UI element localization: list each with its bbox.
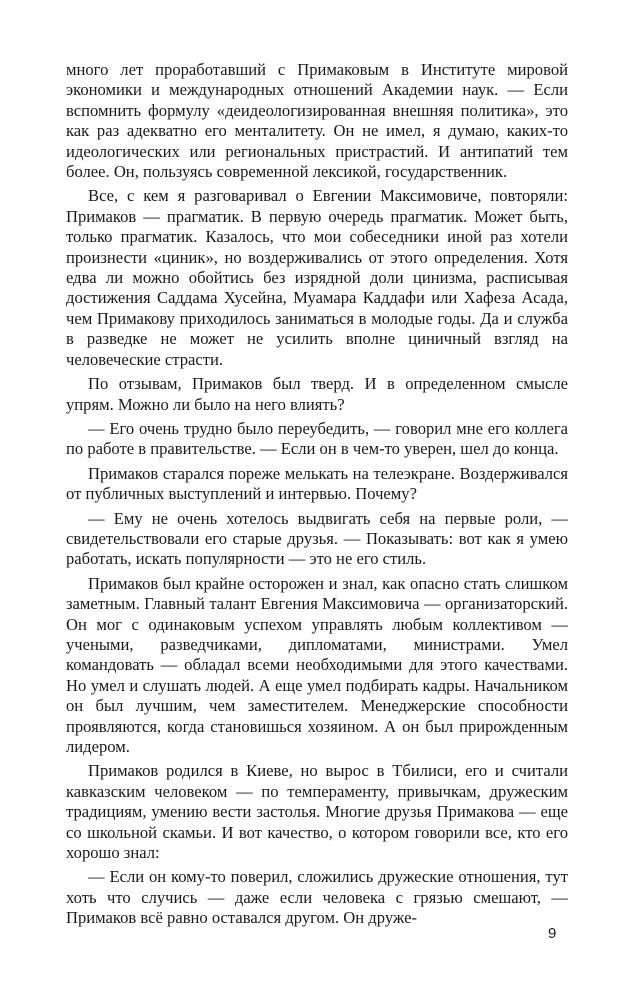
paragraph-3: По отзывам, Примаков был тверд. И в определенном смысле упрям. Можно ли было на него влиять? (66, 374, 568, 414)
page-body (66, 60, 568, 933)
paragraph-6: — Ему не очень хотелось выдвигать себя на первые роли, — свидетельствовали его старые друзья. — Показывать: вот как я умею работать, искать популярности — это не его стиль. (66, 508, 568, 569)
paragraph-9: — Если он кому-то поверил, сложились дружеские отношения, тут хоть что случись — даже если человека с грязью смешают, — Примаков всё равно оставался другом. Он друже- (66, 867, 568, 928)
paragraph-8: Примаков родился в Киеве, но вырос в Тбилиси, его и считали кавказским человеком — по темпераменту, привычкам, дружеским традициям, умению вести застолья. Многие друзья Примакова — еще со школьной скамьи. И вот качество, о котором говорили все, кто его хорошо знал: (66, 761, 568, 863)
paragraph-2: Все, с кем я разговаривал о Евгении Максимовиче, повторяли: Примаков — прагматик. В первую очередь прагматик. Может быть, только прагматик. Казалось, что мои собеседники иной раз хотели произнести «циник», но воздерживались от этого определения. Хотя едва ли можно обойтись без изрядной доли цинизма, расписывая достижения Саддама Хусейна, Муамара Каддафи или Хафеза Асада, чем Примакову приходилось заниматься в молодые годы. Да и служба в разведке не может не усилить вполне циничный взгляд на человеческие страсти. (66, 186, 568, 369)
paragraph-7: Примаков был крайне осторожен и знал, как опасно стать слишком заметным. Главный талант Евгения Максимовича — организаторский. Он мог с одинаковым успехом управлять любым коллективом — учеными, разведчиками, дипломатами, министрами. Умел командовать — обладал всеми необходимыми для этого качествами. Но умел и слушать людей. А еще умел подбирать кадры. Начальником он был лучшим, чем заместителем. Менеджерские способности проявляются, когда становишься хозяином. А он был прирожденным лидером. (66, 573, 568, 756)
paragraph-4: — Его очень трудно было переубедить, — говорил мне его коллега по работе в правительстве. — Если он в чем-то уверен, шел до конца. (66, 418, 568, 459)
paragraph-5: Примаков старался пореже мелькать на телеэкране. Воздерживался от публичных выступлений и интервью. Почему? (66, 463, 568, 504)
paragraph-1: много лет проработавший с Примаковым в Институте мировой экономики и международных отношений Академии наук. — Если вспомнить формулу «деидеологизированная внешняя политика», это как раз адекватно его менталитету. Он не имел, я думаю, каких-то идеологических или региональных пристрастий. И антипатий тем более. Он, пользуясь современной лексикой, государственник. (66, 60, 568, 182)
page-number: 9 (548, 925, 557, 942)
